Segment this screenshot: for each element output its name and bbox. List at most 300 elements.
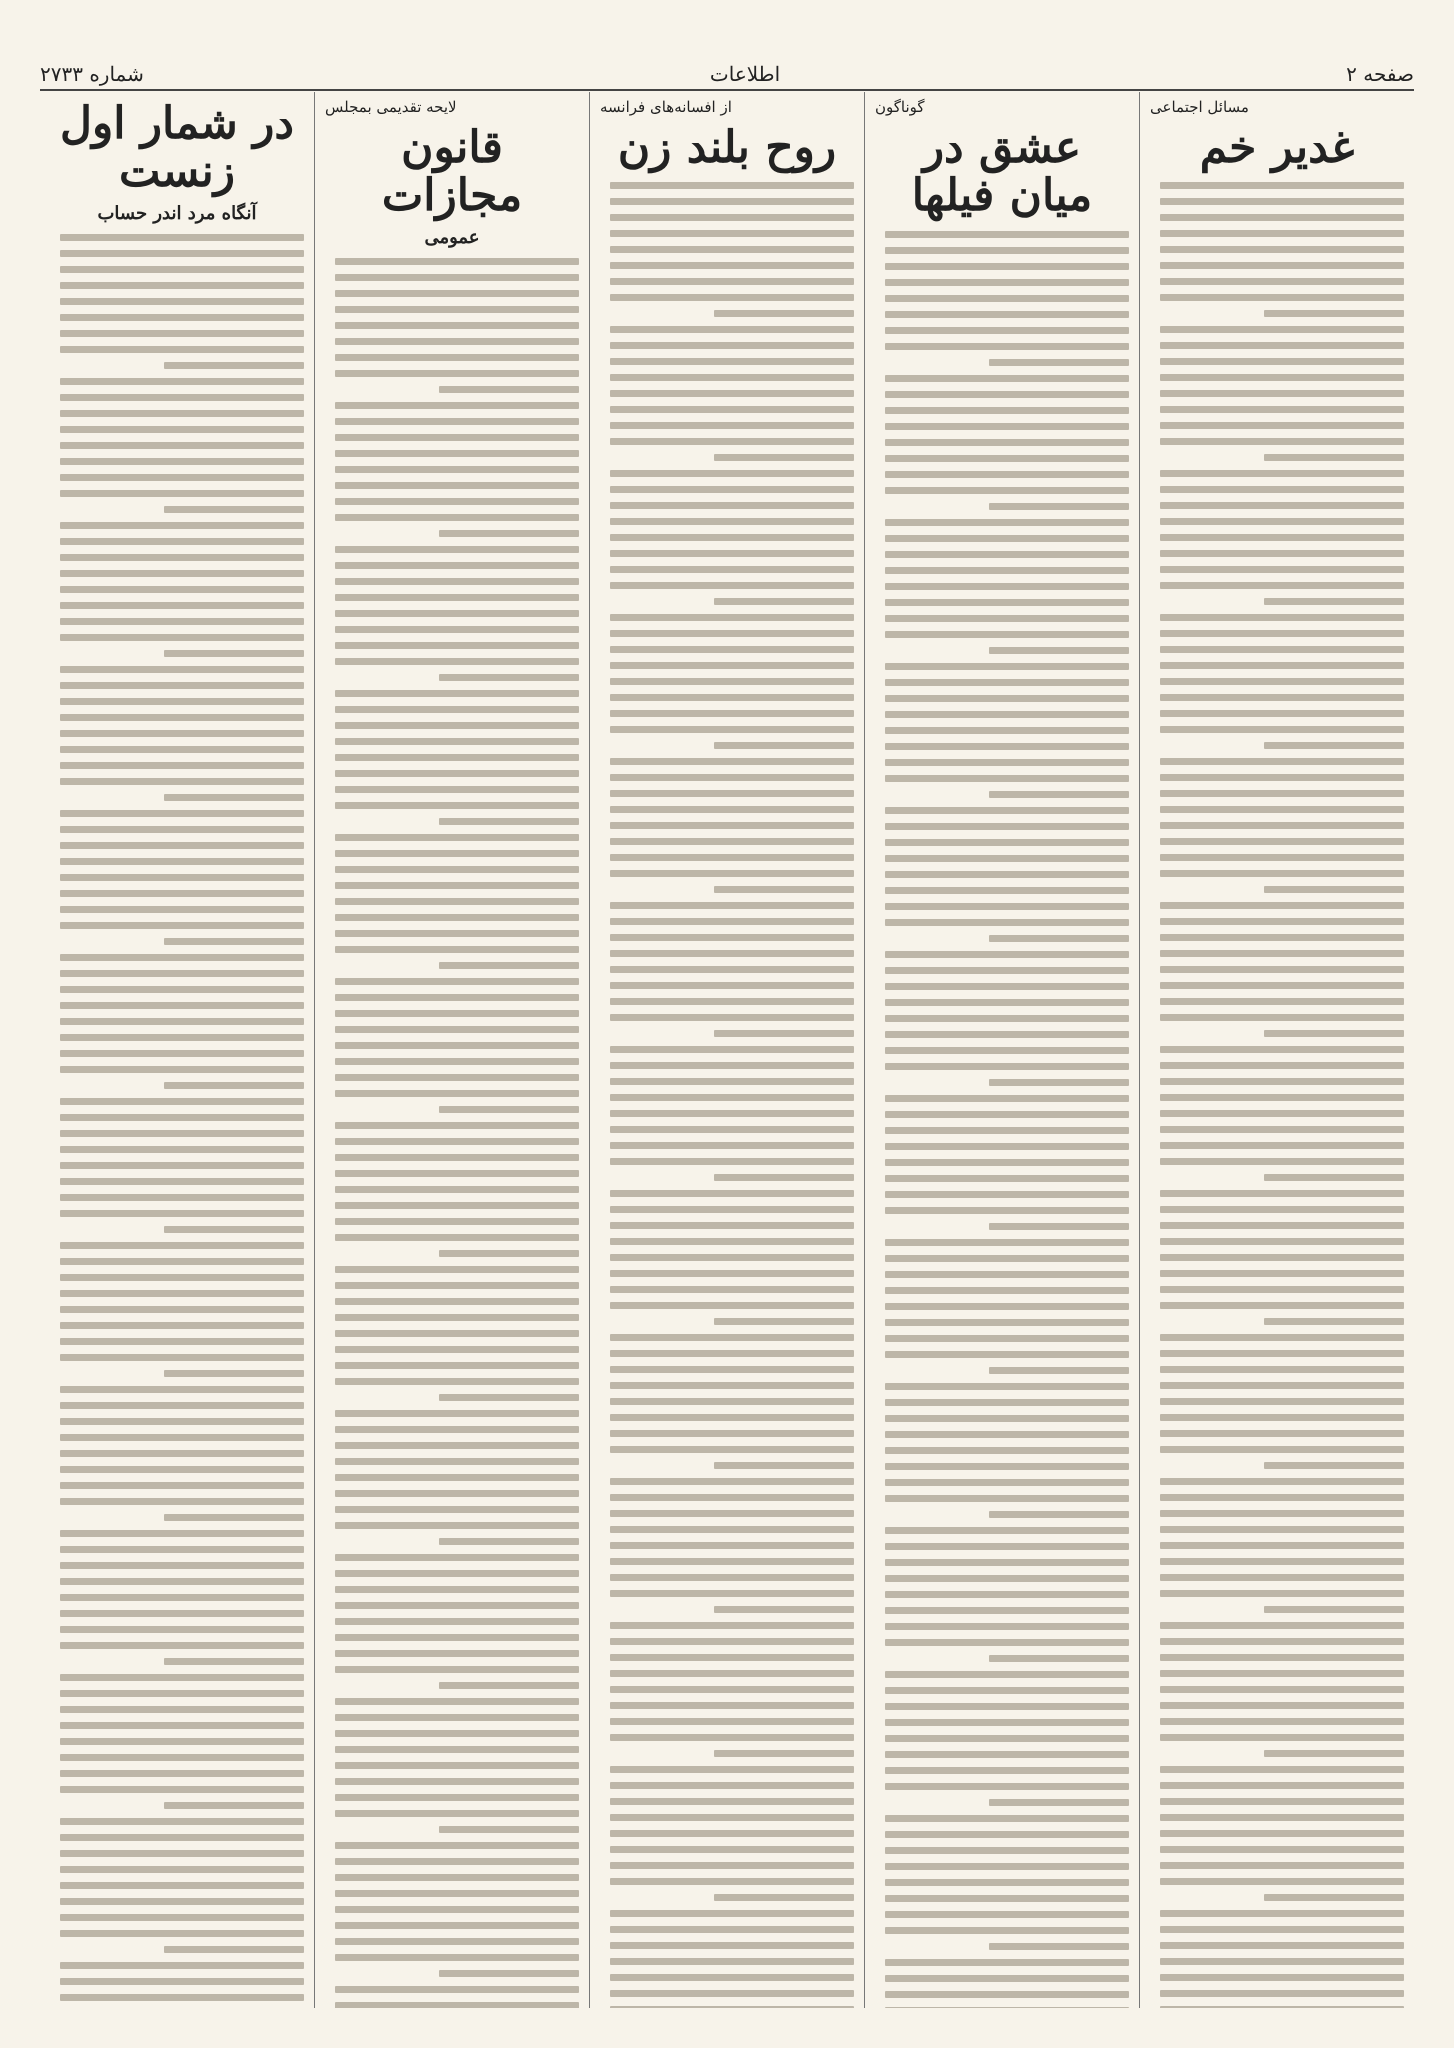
text-line-placeholder [885,1703,1129,1710]
text-line-placeholder [335,1330,579,1337]
text-line-placeholder [610,326,854,333]
text-line-placeholder [885,1303,1129,1310]
text-line-placeholder [335,1634,579,1641]
column-kicker: مسائل اجتماعی [1150,98,1249,116]
text-line-placeholder [1160,1238,1404,1245]
text-line-placeholder [885,663,1129,670]
text-line-placeholder [335,1058,579,1065]
text-line-placeholder [610,646,854,653]
text-line-placeholder [885,1767,1129,1774]
text-line-placeholder [610,1206,854,1213]
text-line-placeholder [885,807,1129,814]
text-line-placeholder [1160,1526,1404,1533]
text-line-placeholder [610,1718,854,1725]
text-line-placeholder [60,1050,304,1057]
text-line-placeholder [1160,870,1404,877]
text-line-placeholder [60,1146,304,1153]
text-line-placeholder [1160,1974,1404,1981]
text-line-placeholder [1160,294,1404,301]
text-line-placeholder [885,1879,1129,1886]
text-line-placeholder [335,946,579,953]
column-title: عشق در میان فیلها [911,122,1093,222]
text-line-placeholder [60,1274,304,1281]
text-line-placeholder [60,810,304,817]
text-line-placeholder [1160,1190,1404,1197]
text-line-placeholder [610,1830,854,1837]
text-line-placeholder [335,1522,579,1529]
text-line-placeholder [60,1498,304,1505]
text-line-placeholder [335,1202,579,1209]
text-line-placeholder [1160,1558,1404,1565]
text-line-placeholder [60,1434,304,1441]
text-line-placeholder [335,1298,579,1305]
text-line-placeholder [335,1282,579,1289]
text-line-placeholder [610,182,854,189]
text-line-placeholder [60,1690,304,1697]
text-line-placeholder [335,1378,579,1385]
text-line-placeholder [60,1130,304,1137]
text-line-placeholder [335,1026,579,1033]
column-kicker: لایحه تقدیمی بمجلس [325,98,457,116]
text-line-placeholder [610,406,854,413]
text-line-placeholder [60,906,304,913]
body-text-placeholder [875,231,1129,2008]
text-line-placeholder [1160,982,1404,989]
text-line-placeholder [335,1746,579,1753]
text-line-placeholder [1160,774,1404,781]
text-line-placeholder [60,746,304,753]
column-title: در شمار اول زنست [60,98,294,198]
page-number: صفحه ۲ [1346,62,1414,86]
text-line-placeholder [335,1666,579,1673]
text-line-placeholder [989,1943,1129,1950]
text-line-placeholder [335,1506,579,1513]
text-line-placeholder [60,250,304,257]
text-line-placeholder [60,554,304,561]
text-line-placeholder [60,410,304,417]
text-line-placeholder [610,1798,854,1805]
text-line-placeholder [1264,1174,1404,1181]
body-text-placeholder [325,258,579,2008]
text-line-placeholder [1160,438,1404,445]
text-line-placeholder [60,1114,304,1121]
text-line-placeholder [885,615,1129,622]
text-line-placeholder [885,1319,1129,1326]
text-line-placeholder [610,358,854,365]
text-line-placeholder [610,2006,854,2008]
text-line-placeholder [335,994,579,1001]
text-line-placeholder [1160,470,1404,477]
text-line-placeholder [335,594,579,601]
text-line-placeholder [335,1170,579,1177]
text-line-placeholder [335,1266,579,1273]
text-line-placeholder [885,1559,1129,1566]
text-line-placeholder [60,1450,304,1457]
text-line-placeholder [164,362,304,369]
text-line-placeholder [335,706,579,713]
text-line-placeholder [1264,454,1404,461]
text-line-placeholder [60,1466,304,1473]
text-line-placeholder [610,998,854,1005]
text-line-placeholder [610,502,854,509]
text-line-placeholder [60,778,304,785]
text-line-placeholder [610,262,854,269]
text-line-placeholder [885,423,1129,430]
text-line-placeholder [1160,662,1404,669]
text-line-placeholder [885,1623,1129,1630]
text-line-placeholder [885,1431,1129,1438]
text-line-placeholder [610,1014,854,1021]
text-line-placeholder [1160,214,1404,221]
text-line-placeholder [610,1686,854,1693]
text-line-placeholder [1160,1654,1404,1661]
text-line-placeholder [1160,406,1404,413]
column-kicker: گوناگون [875,98,925,116]
text-line-placeholder [1160,1334,1404,1341]
text-line-placeholder [610,374,854,381]
text-line-placeholder [885,583,1129,590]
text-line-placeholder [164,1658,304,1665]
text-line-placeholder [885,279,1129,286]
text-line-placeholder [335,1618,579,1625]
text-line-placeholder [60,1002,304,1009]
text-line-placeholder [885,1639,1129,1646]
text-line-placeholder [610,198,854,205]
text-line-placeholder [610,1510,854,1517]
text-line-placeholder [60,538,304,545]
text-line-placeholder [610,1158,854,1165]
text-line-placeholder [335,626,579,633]
body-text-placeholder [50,234,304,2008]
text-line-placeholder [335,738,579,745]
text-line-placeholder [714,1750,854,1757]
text-line-placeholder [1160,1990,1404,1997]
text-line-placeholder [1160,2006,1404,2008]
text-line-placeholder [1160,1942,1404,1949]
text-line-placeholder [60,1354,304,1361]
text-line-placeholder [610,838,854,845]
text-line-placeholder [885,1127,1129,1134]
text-line-placeholder [335,466,579,473]
text-line-placeholder [610,1654,854,1661]
text-line-placeholder [60,394,304,401]
text-line-placeholder [335,850,579,857]
text-line-placeholder [885,1047,1129,1054]
column-subtitle: عمومی [424,226,480,248]
text-line-placeholder [885,1479,1129,1486]
text-line-placeholder [610,1878,854,1885]
text-line-placeholder [885,1095,1129,1102]
text-line-placeholder [610,614,854,621]
body-text-placeholder [1150,182,1404,2008]
text-line-placeholder [164,650,304,657]
text-line-placeholder [60,1194,304,1201]
text-line-placeholder [885,295,1129,302]
text-line-placeholder [60,890,304,897]
text-line-placeholder [60,1162,304,1169]
text-line-placeholder [60,282,304,289]
text-line-placeholder [885,1447,1129,1454]
text-line-placeholder [1264,1030,1404,1037]
text-line-placeholder [885,951,1129,958]
text-line-placeholder [714,454,854,461]
text-line-placeholder [60,1178,304,1185]
text-line-placeholder [60,762,304,769]
text-line-placeholder [1160,1014,1404,1021]
text-line-placeholder [60,1898,304,1905]
text-line-placeholder [885,1287,1129,1294]
text-line-placeholder [885,2007,1129,2008]
text-line-placeholder [60,858,304,865]
column-title: روح بلند زن [617,122,837,173]
text-line-placeholder [60,602,304,609]
text-line-placeholder [60,1482,304,1489]
text-line-placeholder [1160,1878,1404,1885]
text-line-placeholder [1160,1862,1404,1869]
text-line-placeholder [335,610,579,617]
text-line-placeholder [439,1106,579,1113]
text-line-placeholder [335,546,579,553]
text-line-placeholder [335,866,579,873]
text-line-placeholder [60,1210,304,1217]
text-line-placeholder [60,1834,304,1841]
text-line-placeholder [885,743,1129,750]
text-line-placeholder [610,1222,854,1229]
text-line-placeholder [610,246,854,253]
text-line-placeholder [714,1318,854,1325]
text-line-placeholder [1160,854,1404,861]
text-line-placeholder [610,1382,854,1389]
text-line-placeholder [164,1370,304,1377]
text-line-placeholder [1160,1430,1404,1437]
text-line-placeholder [335,290,579,297]
text-line-placeholder [989,935,1129,942]
text-line-placeholder [335,770,579,777]
text-line-placeholder [335,274,579,281]
text-line-placeholder [885,231,1129,238]
text-line-placeholder [989,1799,1129,1806]
text-line-placeholder [335,930,579,937]
text-line-placeholder [885,695,1129,702]
text-line-placeholder [610,1622,854,1629]
text-line-placeholder [885,1383,1129,1390]
text-line-placeholder [335,1314,579,1321]
text-line-placeholder [610,726,854,733]
text-line-placeholder [1160,822,1404,829]
text-line-placeholder [1160,278,1404,285]
text-line-placeholder [885,263,1129,270]
text-line-placeholder [60,698,304,705]
text-line-placeholder [885,1463,1129,1470]
text-line-placeholder [335,690,579,697]
text-line-placeholder [610,390,854,397]
text-line-placeholder [60,1258,304,1265]
text-line-placeholder [610,422,854,429]
text-line-placeholder [1160,1542,1404,1549]
text-line-placeholder [335,1218,579,1225]
text-line-placeholder [610,1494,854,1501]
text-line-placeholder [610,854,854,861]
text-line-placeholder [610,1638,854,1645]
text-line-placeholder [60,522,304,529]
text-line-placeholder [164,506,304,513]
text-line-placeholder [610,1526,854,1533]
text-line-placeholder [610,934,854,941]
text-line-placeholder [610,678,854,685]
text-line-placeholder [610,1846,854,1853]
text-line-placeholder [1160,678,1404,685]
text-line-placeholder [610,486,854,493]
body-text-placeholder [600,182,854,2008]
text-line-placeholder [439,1538,579,1545]
text-line-placeholder [610,694,854,701]
text-line-placeholder [885,1687,1129,1694]
column-4 [314,92,589,2008]
text-line-placeholder [335,1410,579,1417]
text-line-placeholder [610,1670,854,1677]
text-line-placeholder [60,714,304,721]
text-line-placeholder [610,1126,854,1133]
text-line-placeholder [885,1751,1129,1758]
text-line-placeholder [60,570,304,577]
text-line-placeholder [1160,1686,1404,1693]
text-line-placeholder [1160,1302,1404,1309]
text-line-placeholder [610,294,854,301]
text-line-placeholder [60,826,304,833]
text-line-placeholder [610,1974,854,1981]
text-line-placeholder [610,1270,854,1277]
text-line-placeholder [610,1142,854,1149]
text-line-placeholder [714,1462,854,1469]
text-line-placeholder [1160,1398,1404,1405]
text-line-placeholder [60,1882,304,1889]
text-line-placeholder [60,1242,304,1249]
text-line-placeholder [610,582,854,589]
text-line-placeholder [335,1602,579,1609]
text-line-placeholder [60,1642,304,1649]
text-line-placeholder [335,1362,579,1369]
text-line-placeholder [1264,598,1404,605]
text-line-placeholder [1160,1382,1404,1389]
text-line-placeholder [60,458,304,465]
text-line-placeholder [885,1015,1129,1022]
text-line-placeholder [610,1814,854,1821]
text-line-placeholder [610,870,854,877]
text-line-placeholder [60,1786,304,1793]
text-line-placeholder [1160,1846,1404,1853]
text-line-placeholder [1160,1414,1404,1421]
text-line-placeholder [610,1862,854,1869]
text-line-placeholder [885,967,1129,974]
text-line-placeholder [610,470,854,477]
text-line-placeholder [885,567,1129,574]
text-line-placeholder [60,1386,304,1393]
text-line-placeholder [439,674,579,681]
text-line-placeholder [60,1994,304,2001]
text-line-placeholder [60,1338,304,1345]
text-line-placeholder [885,599,1129,606]
text-line-placeholder [885,887,1129,894]
text-line-placeholder [60,1418,304,1425]
text-line-placeholder [1160,342,1404,349]
text-line-placeholder [335,978,579,985]
text-line-placeholder [335,1650,579,1657]
text-line-placeholder [335,1570,579,1577]
text-line-placeholder [610,1910,854,1917]
text-line-placeholder [1160,1110,1404,1117]
text-line-placeholder [335,258,579,265]
text-line-placeholder [610,1398,854,1405]
text-line-placeholder [610,1766,854,1773]
text-line-placeholder [1160,262,1404,269]
text-line-placeholder [60,954,304,961]
text-line-placeholder [885,679,1129,686]
text-line-placeholder [335,1490,579,1497]
text-line-placeholder [885,1575,1129,1582]
text-line-placeholder [335,1906,579,1913]
text-line-placeholder [1160,1446,1404,1453]
text-line-placeholder [885,1543,1129,1550]
text-line-placeholder [1160,694,1404,701]
text-line-placeholder [60,1866,304,1873]
text-line-placeholder [885,439,1129,446]
text-line-placeholder [1160,1494,1404,1501]
text-line-placeholder [610,1366,854,1373]
text-line-placeholder [60,682,304,689]
text-line-placeholder [989,1511,1129,1518]
text-line-placeholder [335,786,579,793]
text-line-placeholder [1160,550,1404,557]
text-line-placeholder [335,1922,579,1929]
text-line-placeholder [610,1734,854,1741]
text-line-placeholder [1160,1814,1404,1821]
text-line-placeholder [885,311,1129,318]
text-line-placeholder [335,1186,579,1193]
text-line-placeholder [885,1831,1129,1838]
text-line-placeholder [335,1554,579,1561]
text-line-placeholder [335,1938,579,1945]
text-line-placeholder [1160,1222,1404,1229]
text-line-placeholder [989,1367,1129,1374]
text-line-placeholder [1160,1206,1404,1213]
column-title: غدیر خم [1199,122,1355,173]
text-line-placeholder [885,983,1129,990]
text-line-placeholder [1160,1510,1404,1517]
text-line-placeholder [335,1794,579,1801]
text-line-placeholder [610,710,854,717]
text-line-placeholder [439,962,579,969]
text-line-placeholder [989,647,1129,654]
text-line-placeholder [60,1674,304,1681]
text-line-placeholder [1160,1926,1404,1933]
text-line-placeholder [610,790,854,797]
text-line-placeholder [60,378,304,385]
text-line-placeholder [610,630,854,637]
text-line-placeholder [610,982,854,989]
text-line-placeholder [1160,758,1404,765]
text-line-placeholder [610,1302,854,1309]
text-line-placeholder [60,346,304,353]
text-line-placeholder [1160,422,1404,429]
text-line-placeholder [885,903,1129,910]
text-line-placeholder [60,1962,304,1969]
text-line-placeholder [610,1254,854,1261]
text-line-placeholder [885,1895,1129,1902]
text-line-placeholder [1264,742,1404,749]
text-line-placeholder [1160,1830,1404,1837]
text-line-placeholder [885,1191,1129,1198]
text-line-placeholder [1160,486,1404,493]
